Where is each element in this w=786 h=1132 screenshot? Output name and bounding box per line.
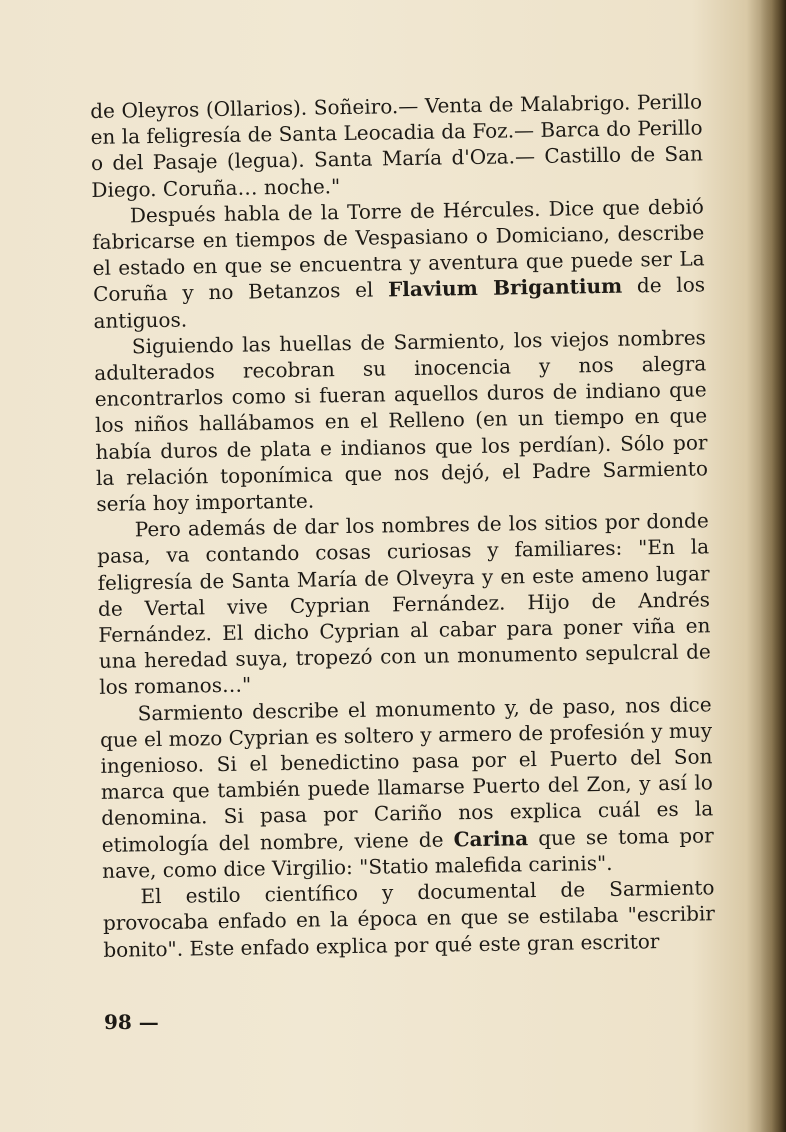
text-run: de los antiguos. [93,272,706,333]
page-number: 98 — [104,1010,159,1034]
paragraph-2 [92,193,706,334]
page-edge-shadow [760,0,786,1132]
paragraph-3 [94,324,709,517]
paragraph-1 [90,88,704,202]
text-run: Sarmiento describe el monumento y, de paso, nos dice que el mozo Cyprian es soltero y armero de profesión y muy ingenioso. Si el benedictino pasa por el Puerto del Son marca que también puede llamarse Puerto del Zon, y así lo denomina. Si pasa por Cariño nos explica cuál es la etimología del nombre, viene de [99,691,714,857]
bold-term: Carina [453,825,529,852]
bold-term: Flavium Brigantium [387,274,623,302]
page-body-text [90,88,716,962]
text-run: que se toma por nave, como dice Virgilio: "Statio malefida carinis". [101,822,714,883]
paragraph-4 [97,508,712,701]
text-run: El estilo científico y documental de Sarmiento provocaba enfado en la época en que se estilaba "escribir bonito". Este enfado explica por qué este gran escritor [102,875,716,962]
text-run: Siguiendo las huellas de Sarmiento, los viejos nombres adulterados recobran su inocencia y nos alegra encontrarlos como si fueran aquellos duros de indiano que los niños hallábamos en el Relleno (en un tiempo en que había duros de plata e indianos que los perdían). Sólo por la relación toponímica que nos dejó, el Padre Sarmiento sería hoy importante. [94,325,709,516]
text-run: de Oleyros (Ollarios). Soñeiro.— Venta de Malabrigo. Perillo en la feligresía de Santa Leocadia da Foz.— Barca do Perillo o del Pasaje (legua). Santa María d'Oza.— Castillo de San Diego. Coruña… noche." [90,89,704,202]
paragraph-5 [99,691,714,884]
paragraph-6 [102,874,715,962]
text-run: Después habla de la Torre de Hércules. Dice que debió fabricarse en tiempos de Vespasiano o Domiciano, describe el estado en que se encuentra y aventura que puede ser La Coruña y no Betanzos el [92,194,705,307]
text-run: Pero además de dar los nombres de los sitios por donde pasa, va contando cosas curiosas y familiares: "En la feligresía de Santa María de Olveyra y en este ameno lugar de Vertal vive Cyprian Fernández. Hijo de Andrés Fernández. El dicho Cyprian al cabar para poner viña en una heredad suya, tropezó con un monumento sepulcral de los romanos…" [97,508,711,700]
